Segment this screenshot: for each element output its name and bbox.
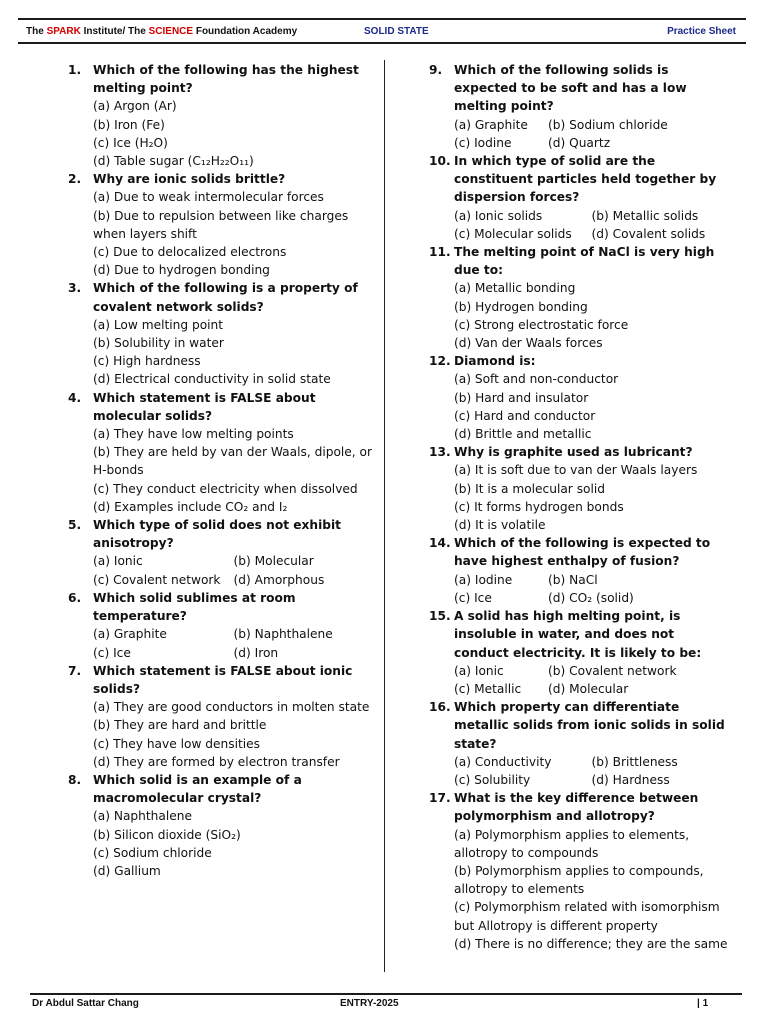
question-item bbox=[68, 389, 374, 516]
answer-option: (d) It is volatile bbox=[454, 518, 546, 533]
answer-option: (b) NaCl bbox=[548, 572, 598, 587]
answer-option: (a) Conductivity bbox=[454, 754, 552, 769]
answer-option: (a) Iodine bbox=[454, 572, 513, 587]
question-number: 6. bbox=[68, 590, 82, 605]
option-row bbox=[93, 571, 374, 589]
answer-option: (d) They are formed by electron transfer bbox=[93, 754, 340, 769]
question-text: Which of the following has the highest melting point? bbox=[93, 63, 359, 96]
answer-option: (c) Polymorphism related with isomorphism but Allotropy is different property bbox=[454, 900, 720, 933]
answer-option: (c) Molecular solids bbox=[454, 226, 572, 241]
answer-option: (b) They are held by van der Waals, dipole, or H-bonds bbox=[93, 445, 373, 478]
option-row bbox=[454, 771, 729, 789]
answer-option: (d) Electrical conductivity in solid state bbox=[93, 372, 331, 387]
spark-highlight: SPARK bbox=[46, 25, 81, 37]
question-item bbox=[68, 771, 374, 880]
answer-option: (a) Low melting point bbox=[93, 317, 224, 332]
option-row bbox=[454, 225, 729, 243]
question-number: 16. bbox=[429, 700, 451, 715]
answer-option: (b) Hard and insulator bbox=[454, 390, 589, 405]
question-item bbox=[429, 698, 729, 789]
option-row bbox=[93, 552, 374, 570]
question-text: Why is graphite used as lubricant? bbox=[454, 445, 693, 460]
question-item bbox=[429, 607, 729, 698]
answer-option: (c) High hardness bbox=[93, 354, 201, 369]
answer-option: (d) Molecular bbox=[548, 681, 629, 696]
answer-option: (c) Hard and conductor bbox=[454, 408, 596, 423]
answer-option: (d) CO₂ (solid) bbox=[548, 590, 634, 605]
question-item bbox=[429, 61, 729, 152]
answer-option: (d) Quartz bbox=[548, 135, 611, 150]
answer-option: (d) Van der Waals forces bbox=[454, 336, 603, 351]
right-question-column bbox=[429, 61, 729, 953]
answer-option: (a) Polymorphism applies to elements, allotropy to compounds bbox=[454, 827, 690, 860]
answer-option: (c) They conduct electricity when dissolved bbox=[93, 481, 358, 496]
answer-option: (a) Soft and non-conductor bbox=[454, 372, 619, 387]
page-number: | 1 bbox=[697, 998, 709, 1009]
answer-option: (b) Hydrogen bonding bbox=[454, 299, 588, 314]
answer-option: (d) Table sugar (C₁₂H₂₂O₁₁) bbox=[93, 154, 254, 169]
answer-option: (c) Ice bbox=[454, 590, 492, 605]
question-text: Which solid sublimes at room temperature? bbox=[93, 590, 296, 624]
question-item bbox=[68, 589, 374, 662]
question-number: 8. bbox=[68, 772, 82, 787]
answer-option: (a) They are good conductors in molten state bbox=[93, 700, 370, 715]
answer-option: (b) Solubility in water bbox=[93, 336, 224, 351]
column-divider bbox=[384, 60, 385, 972]
answer-option: (c) Due to delocalized electrons bbox=[93, 245, 287, 260]
question-text: Which of the following solids is expected to be soft and has a low melting point? bbox=[454, 63, 687, 114]
left-question-column bbox=[68, 61, 374, 880]
answer-option: (d) Brittle and metallic bbox=[454, 427, 592, 442]
answer-option: (a) Argon (Ar) bbox=[93, 99, 177, 114]
question-number: 2. bbox=[68, 172, 82, 187]
answer-option: (c) Strong electrostatic force bbox=[454, 317, 629, 332]
answer-option: (d) Iron bbox=[233, 645, 279, 660]
question-text: Which statement is FALSE about molecular solids? bbox=[93, 390, 316, 423]
question-text: Which solid is an example of a macromolecular crystal? bbox=[93, 772, 302, 806]
footer-entry: ENTRY-2025 bbox=[340, 998, 399, 1009]
answer-option: (c) Ice (H₂O) bbox=[93, 135, 168, 150]
answer-option: (a) Ionic bbox=[454, 663, 504, 678]
question-text: Which statement is FALSE about ionic solids? bbox=[93, 663, 353, 696]
institute-name: The SPARK Institute/ The SCIENCE Foundation Academy bbox=[26, 25, 298, 37]
question-text: Which of the following is a property of covalent network solids? bbox=[93, 281, 358, 314]
question-number: 1. bbox=[68, 63, 82, 77]
topic-title: SOLID STATE bbox=[364, 25, 429, 37]
question-number: 12. bbox=[429, 354, 451, 369]
question-item bbox=[429, 352, 729, 443]
question-text: What is the key difference between polymorphism and allotropy? bbox=[454, 791, 699, 824]
question-text: A solid has high melting point, is insoluble in water, and does not conduct electricity. It is likely to be: bbox=[454, 609, 702, 660]
answer-option: (d) Due to hydrogen bonding bbox=[93, 263, 270, 278]
question-text: In which type of solid are the constituent particles held together by dispersion forces? bbox=[454, 154, 717, 205]
answer-option: (c) Ice bbox=[93, 645, 131, 660]
footer-author: Dr Abdul Sattar Chang bbox=[32, 998, 139, 1009]
answer-option: (a) Ionic bbox=[93, 554, 143, 569]
answer-option: (d) Examples include CO₂ and I₂ bbox=[93, 499, 288, 514]
answer-option: (a) Naphthalene bbox=[93, 809, 192, 824]
option-row bbox=[454, 680, 729, 698]
answer-option: (a) It is soft due to van der Waals layers bbox=[454, 463, 698, 478]
answer-option: (a) Due to weak intermolecular forces bbox=[93, 190, 324, 205]
answer-option: (a) They have low melting points bbox=[93, 427, 294, 442]
question-item bbox=[429, 534, 729, 607]
answer-option: (b) Naphthalene bbox=[233, 627, 333, 642]
option-row bbox=[454, 207, 729, 225]
answer-option: (d) There is no difference; they are the same bbox=[454, 936, 728, 951]
question-item bbox=[429, 789, 729, 953]
question-number: 13. bbox=[429, 445, 451, 460]
answer-option: (b) Molecular bbox=[233, 554, 314, 569]
question-number: 4. bbox=[68, 390, 82, 405]
question-text: The melting point of NaCl is very high due to: bbox=[454, 245, 715, 278]
option-row bbox=[454, 589, 729, 607]
answer-option: (d) Hardness bbox=[591, 772, 670, 787]
page-header bbox=[18, 18, 746, 44]
answer-option: (b) Metallic solids bbox=[591, 208, 699, 223]
answer-option: (a) Graphite bbox=[454, 117, 528, 132]
question-item bbox=[68, 61, 374, 170]
answer-option: (c) Sodium chloride bbox=[93, 845, 212, 860]
answer-option: (c) They have low densities bbox=[93, 736, 261, 751]
option-row bbox=[93, 625, 374, 643]
question-text: Which property can differentiate metallic solids from ionic solids in solid state? bbox=[454, 700, 725, 751]
option-row bbox=[454, 134, 729, 152]
question-item bbox=[429, 443, 729, 534]
answer-option: (a) Ionic solids bbox=[454, 208, 543, 223]
answer-option: (c) Covalent network bbox=[93, 572, 221, 587]
option-row bbox=[93, 644, 374, 662]
answer-option: (b) Silicon dioxide (SiO₂) bbox=[93, 827, 241, 842]
question-text: Why are ionic solids brittle? bbox=[93, 172, 286, 187]
question-number: 11. bbox=[429, 245, 451, 260]
answer-option: (b) Brittleness bbox=[591, 754, 678, 769]
answer-option: (d) Amorphous bbox=[233, 572, 325, 587]
question-text: Diamond is: bbox=[454, 354, 536, 369]
question-number: 14. bbox=[429, 536, 451, 551]
answer-option: (b) They are hard and brittle bbox=[93, 718, 267, 733]
answer-option: (b) Due to repulsion between like charges when layers shift bbox=[93, 208, 349, 241]
question-item bbox=[68, 516, 374, 589]
question-text: Which of the following is expected to have highest enthalpy of fusion? bbox=[454, 536, 711, 569]
answer-option: (b) It is a molecular solid bbox=[454, 481, 606, 496]
question-text: Which type of solid does not exhibit anisotropy? bbox=[93, 518, 341, 551]
sheet-type: Practice Sheet bbox=[667, 25, 736, 37]
answer-option: (a) Metallic bonding bbox=[454, 281, 576, 296]
answer-option: (b) Covalent network bbox=[548, 663, 677, 678]
answer-option: (c) Solubility bbox=[454, 772, 531, 787]
option-row bbox=[454, 662, 729, 680]
option-row bbox=[454, 571, 729, 589]
option-row bbox=[454, 753, 729, 771]
question-number: 9. bbox=[429, 63, 443, 77]
question-number: 15. bbox=[429, 609, 451, 624]
question-item bbox=[68, 662, 374, 771]
answer-option: (d) Gallium bbox=[93, 863, 161, 878]
answer-option: (d) Covalent solids bbox=[591, 226, 706, 241]
answer-option: (c) Metallic bbox=[454, 681, 522, 696]
question-number: 17. bbox=[429, 791, 451, 806]
science-highlight: SCIENCE bbox=[148, 25, 194, 37]
answer-option: (b) Sodium chloride bbox=[548, 117, 668, 132]
answer-option: (c) Iodine bbox=[454, 135, 512, 150]
answer-option: (a) Graphite bbox=[93, 627, 167, 642]
question-number: 3. bbox=[68, 281, 82, 296]
question-item bbox=[68, 170, 374, 279]
page-footer bbox=[30, 993, 742, 1009]
answer-option: (c) It forms hydrogen bonds bbox=[454, 499, 624, 514]
option-row bbox=[454, 116, 729, 134]
question-item bbox=[68, 279, 374, 388]
answer-option: (b) Polymorphism applies to compounds, allotropy to elements bbox=[454, 863, 704, 897]
answer-option: (b) Iron (Fe) bbox=[93, 117, 165, 132]
question-number: 10. bbox=[429, 154, 451, 169]
question-number: 7. bbox=[68, 663, 82, 678]
question-item bbox=[429, 243, 729, 352]
question-number: 5. bbox=[68, 518, 82, 533]
question-item bbox=[429, 152, 729, 243]
